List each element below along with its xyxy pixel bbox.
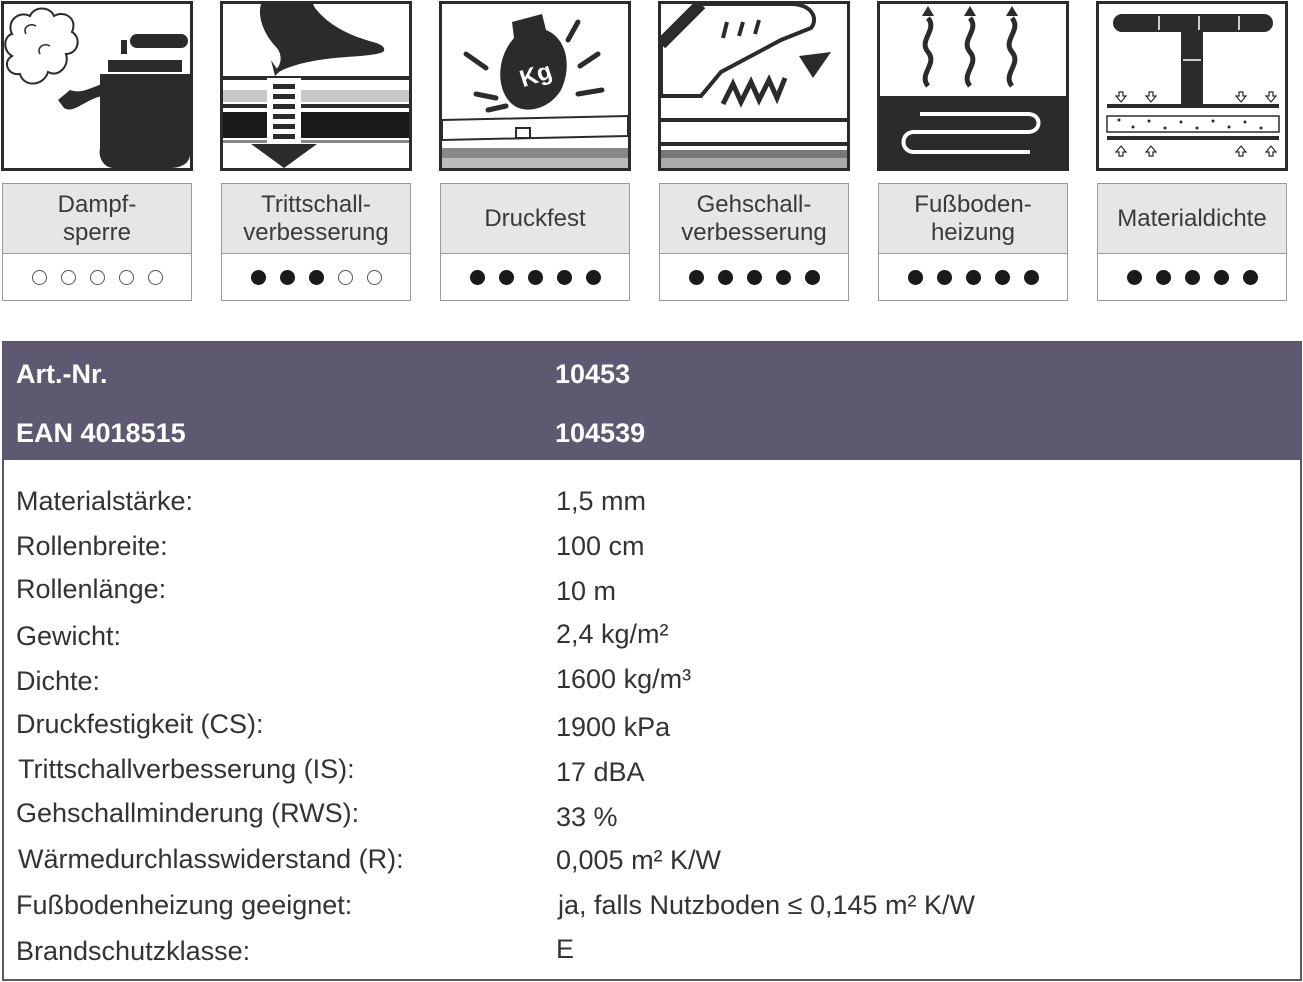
spec-value: 1,5 mm xyxy=(556,486,647,516)
spec-row xyxy=(4,574,1300,614)
spec-label: Gehschallminderung (RWS): xyxy=(16,798,360,828)
feature-materialdichte xyxy=(1096,0,1288,305)
spec-value: 0,005 m² K/W xyxy=(556,845,722,875)
article-number-value: 10453 xyxy=(555,359,631,389)
spec-label: Wärmedurchlasswiderstand (R): xyxy=(18,844,404,874)
spec-value: 1900 kPa xyxy=(556,712,671,742)
spec-value: 100 cm xyxy=(556,531,645,561)
rating-dot-filled xyxy=(1127,270,1142,285)
feature-label: Materialdichte xyxy=(1097,183,1287,254)
rating-dot-filled xyxy=(937,270,952,285)
spec-value: 33 % xyxy=(556,802,618,832)
rating-dot-filled xyxy=(776,270,791,285)
rating-dots xyxy=(878,254,1068,301)
rating-dot-empty xyxy=(32,270,47,285)
rating-dot-filled xyxy=(1185,270,1200,285)
floor-heating-icon xyxy=(877,1,1069,171)
spec-label: Druckfestigkeit (CS): xyxy=(16,709,264,739)
spec-row xyxy=(4,890,1300,930)
feature-trittschall xyxy=(220,0,412,305)
spec-value: 10 m xyxy=(556,576,617,606)
spec-row xyxy=(4,709,1300,749)
rating-dots xyxy=(659,254,849,301)
spec-row xyxy=(4,754,1300,794)
spec-label: Brandschutzklasse: xyxy=(16,936,251,966)
rating-dot-filled xyxy=(586,270,601,285)
rating-dot-filled xyxy=(528,270,543,285)
spec-label: Materialstärke: xyxy=(16,486,194,516)
feature-druckfest xyxy=(439,0,631,305)
rating-dots xyxy=(221,254,411,301)
article-number-label: Art.-Nr. xyxy=(16,359,108,389)
rating-dot-empty xyxy=(119,270,134,285)
spec-table xyxy=(2,341,1302,981)
spec-label: Rollenlänge: xyxy=(16,574,167,604)
rating-dot-filled xyxy=(689,270,704,285)
kettle-steam-icon xyxy=(1,1,193,171)
rating-dot-filled xyxy=(499,270,514,285)
rating-dot-filled xyxy=(309,270,324,285)
feature-label: Trittschall- verbesserung xyxy=(221,183,411,254)
rating-dot-empty xyxy=(61,270,76,285)
rating-dot-empty xyxy=(338,270,353,285)
spec-row xyxy=(4,844,1300,884)
rating-dot-filled xyxy=(718,270,733,285)
rating-dot-filled xyxy=(251,270,266,285)
ean-value: 104539 xyxy=(555,418,646,448)
spec-value: 2,4 kg/m² xyxy=(556,619,669,649)
spec-label: Fußbodenheizung geeignet: xyxy=(16,890,353,920)
shoe-sound-icon xyxy=(658,1,850,171)
feature-dampfsperre xyxy=(1,0,193,305)
spec-value: 1600 kg/m³ xyxy=(556,664,692,694)
feature-icons xyxy=(0,0,1303,305)
spec-table-header xyxy=(4,343,1300,460)
rating-dot-filled xyxy=(747,270,762,285)
feature-fussbodenheizung xyxy=(877,0,1069,305)
rating-dots xyxy=(1097,254,1287,301)
spec-value: E xyxy=(556,934,575,964)
feature-gehschall xyxy=(658,0,850,305)
rating-dot-filled xyxy=(1243,270,1258,285)
rating-dot-empty xyxy=(148,270,163,285)
weight-label: Kg xyxy=(516,57,556,94)
spec-label: Rollenbreite: xyxy=(16,531,168,561)
feature-label: Druckfest xyxy=(440,183,630,254)
ean-label: EAN 4018515 xyxy=(16,418,186,448)
rating-dot-filled xyxy=(1024,270,1039,285)
feature-label: Gehschall- verbesserung xyxy=(659,183,849,254)
spec-row xyxy=(4,666,1300,706)
rating-dot-empty xyxy=(90,270,105,285)
spec-row xyxy=(4,621,1300,661)
rating-dot-filled xyxy=(557,270,572,285)
rating-dot-filled xyxy=(280,270,295,285)
spec-row xyxy=(4,531,1300,571)
rating-dot-filled xyxy=(1214,270,1229,285)
high-heel-impact-icon xyxy=(220,1,412,171)
weight-pressure-icon xyxy=(439,1,631,171)
spec-value: 17 dBA xyxy=(556,757,645,787)
spec-row xyxy=(4,486,1300,526)
spec-row xyxy=(4,798,1300,838)
spec-row xyxy=(4,936,1300,976)
rating-dot-filled xyxy=(470,270,485,285)
spec-label: Trittschallverbesserung (IS): xyxy=(18,754,355,784)
feature-label: Fußboden- heizung xyxy=(878,183,1068,254)
rating-dots xyxy=(440,254,630,301)
rating-dots xyxy=(2,254,192,301)
feature-label: Dampf- sperre xyxy=(2,183,192,254)
rating-dot-filled xyxy=(908,270,923,285)
rating-dot-filled xyxy=(995,270,1010,285)
spec-label: Dichte: xyxy=(16,666,101,696)
rating-dot-empty xyxy=(367,270,382,285)
spec-value: ja, falls Nutzboden ≤ 0,145 m² K/W xyxy=(558,890,975,920)
ean-row xyxy=(4,412,1300,452)
article-number-row xyxy=(4,353,1300,393)
rating-dot-filled xyxy=(805,270,820,285)
material-density-icon xyxy=(1096,1,1288,171)
spec-label: Gewicht: xyxy=(16,621,122,651)
rating-dot-filled xyxy=(966,270,981,285)
rating-dot-filled xyxy=(1156,270,1171,285)
